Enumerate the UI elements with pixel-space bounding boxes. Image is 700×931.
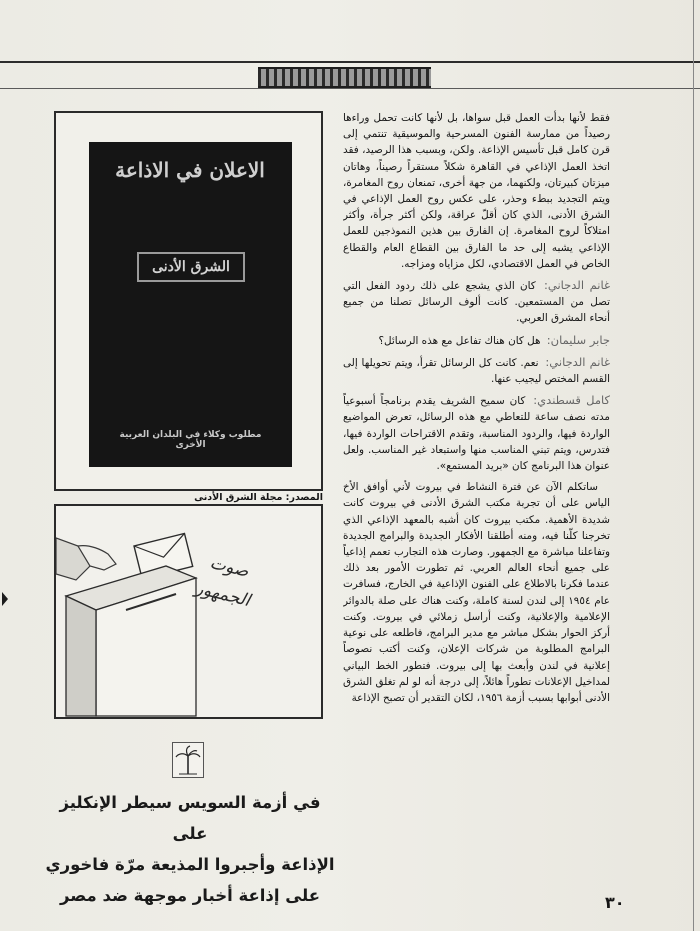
header-ornament xyxy=(258,67,431,88)
sleeve-shape xyxy=(56,538,90,580)
palm-tree-emblem-icon xyxy=(172,742,204,778)
answer-text: نعم. كانت كل الرسائل تقرأ، ويتم تحويلها إلى القسم المختص ليجيب عنها. xyxy=(343,356,610,386)
page-edge-rule xyxy=(693,0,694,931)
paragraph: فقط لأنها بدأت العمل قبل سواها، بل لأنها كانت تحمل وراءها رصيداً من ممارسة الفنون المسرحية والموسيقية تنتمي إلى قرن كامل قبل تأسيس الإذاعة. ولكن، وبسبب هذا الرصيد، فقد اتخذ العمل الإذاعي في القاهرة شكلاً مستقراً رصيناً، وهاتان ميزتان كبيرتان، ولكنهما، من جهة أخرى، تمنعان روح المغامرة، ويتم التجديد ببطء وحذر، على عكس روح العمل الإذاعي في الشرق الأدنى، الذي كان أقلّ عراقة، ولكن أكثر جرأة، وأكثر امتلاكاً لروح المغامرة. إن الفارق بين هذين النموذجين للعمل الإذاعي يشبه إلى حد ما الفارق بين القطاع العام والقطاع الخاص في العمل الاقتصادي، لكل مزاياه ومزاجه. xyxy=(343,112,610,270)
illustration-handwritten-label: صوت الجمهور xyxy=(193,552,252,612)
interview-question xyxy=(343,332,610,349)
interview-answer xyxy=(343,354,610,387)
poster-image xyxy=(89,142,292,467)
image-source-caption: المصدر: مجلة الشرق الأدنى xyxy=(194,492,323,503)
speaker-name: جابر سليمان: xyxy=(546,332,610,347)
envelope-hand-illustration xyxy=(56,506,323,719)
poster-footer: مطلوب وكلاء في البلدان العربية الأخرى xyxy=(119,430,262,450)
speaker-name: كامل قسطندي: xyxy=(533,393,610,408)
headline-line: في أزمة السويس سيطر الإنكليز على xyxy=(59,793,321,843)
headline-line: الإذاعة وأجبروا المذيعة مرّة فاخوري xyxy=(45,855,335,874)
paragraph: ساتكلم الآن عن فترة النشاط في بيروت لأني أوافق الأخ الياس على أن تجربة مكتب الشرق الأدنى في بيروت كانت شديدة الأهمية. مكتب بيروت كان أشبه بالمعهد الإذاعي الذي تخرجنا كلّنا فيه، ومنه أطلقنا الأفكار الجديدة والبرامج الجديدة وتفاعلنا مباشرة مع الجمهور. وصارت هذه التجارب تعمم إذاعياً على جميع أنحاء العالم العربي. ثم تطورت الأمور بعد ذلك عندما فكرنا بالاطلاع على الفنون الإذاعية في الخارج، فسافرت عام ١٩٥٤ إلى لندن لسنة كاملة، وكنت هناك على صلة بالدوائر الإعلامية والإعلانية، وكنت أراسل زملائي في بيروت. وكنت أركز الحوار بشكل مباشر مع مدير البرامج، فاطلعه على نوعية البرامج المطلوبة من شركات الإعلان، وكنت أكتب نصوصاً إعلانية في لندن وأبعث بها إلى بيروت. فتطور الخط البياني لمداخيل الإعلانات تطوراً هائلاً، إلى درجة أنه لو لم تغلق الشرق الأدنى أبوابها بسبب أزمة ١٩٥٦، لكان التقدير أن تصبح الإذاعة xyxy=(343,481,610,704)
interview-answer xyxy=(343,277,610,327)
interview-answer xyxy=(343,392,610,474)
answer-text: كان الذي يشجع على ذلك ردود الفعل التي تصل من المستمعين. كانت ألوف الرسائل تصلنا من جميع أنحاء المشرق العربي. xyxy=(343,280,610,325)
top-rule xyxy=(0,61,700,63)
illustration-frame xyxy=(54,504,323,719)
article-column xyxy=(343,110,610,865)
speaker-name: غانم الدجاني: xyxy=(545,354,610,369)
page-number: ٣٠ xyxy=(605,893,625,912)
speaker-name: غانم الدجاني: xyxy=(544,278,610,293)
question-text: هل كان هناك تفاعل مع هذه الرسائل؟ xyxy=(378,334,541,347)
top-rule-secondary xyxy=(0,88,700,89)
headline-line: على إذاعة أخبار موجهة ضد مصر xyxy=(59,886,321,905)
highlight-headline xyxy=(40,787,340,911)
poster-title: الاعلان في الاذاعة xyxy=(115,158,265,182)
poster-badge: الشرق الأدنى xyxy=(137,252,245,282)
binding-marker xyxy=(2,592,8,606)
box-side xyxy=(66,596,96,716)
answer-text: كان سميح الشريف يقدم برنامجاً أسبوعياً مدته نصف ساعة للتعاطي مع هذه الرسائل، تعرض المواضيع الواردة فيها، والردود المناسبة، وتقدم الاقتراحات الواردة فيها، فتدرس، ويتم تبني المناسب منها واستبعاد غير المناسب. ولعل عنوان هذا البرنامج كان «بريد المستمع». xyxy=(343,395,610,473)
poster-frame xyxy=(54,111,323,491)
